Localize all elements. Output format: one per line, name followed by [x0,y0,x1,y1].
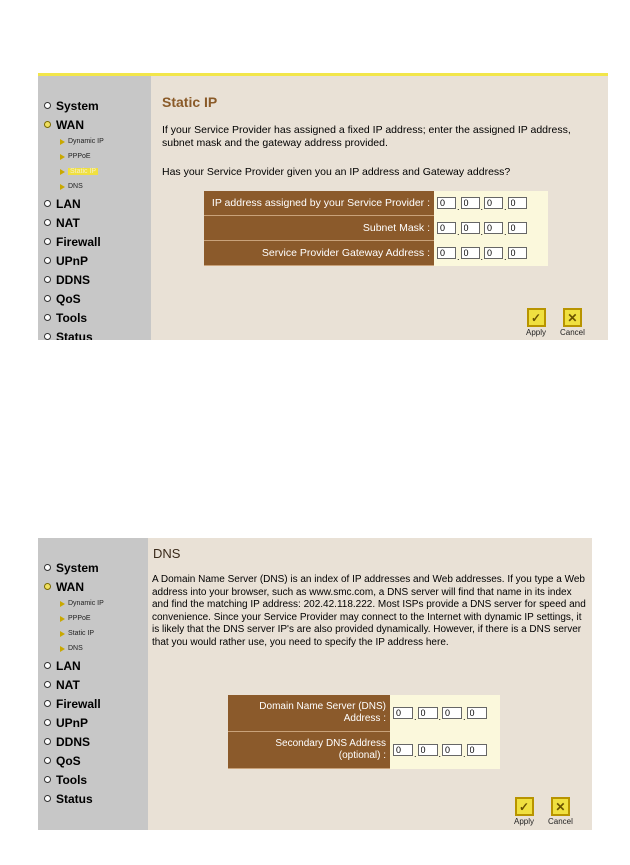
close-icon: ✕ [563,308,582,327]
sidebar-nav [44,558,104,808]
ip-octet-4-input[interactable] [508,197,527,209]
radio-bullet-icon [44,121,51,128]
sidebar-item-label: QoS [56,753,81,768]
sidebar-item-label: System [56,98,99,113]
sidebar-item-label: Status [56,329,93,340]
arrow-right-icon [60,169,65,175]
radio-bullet-icon [44,200,51,207]
radio-bullet-icon [44,757,51,764]
sidebar-item-upnp[interactable] [44,251,104,270]
gateway-label: Service Provider Gateway Address : [204,241,434,266]
sidebar-item-status[interactable] [44,789,104,808]
dns2-octet-4-input[interactable] [467,744,487,756]
radio-bullet-icon [44,276,51,283]
arrow-right-icon [60,139,65,145]
sidebar-item-lan[interactable] [44,656,104,675]
ip-settings-table [204,191,548,266]
question-text: Has your Service Provider given you an IP address and Gateway address? [162,166,511,178]
dns-settings-table [228,695,500,769]
secondary-dns-label-line1: Secondary DNS Address [275,738,386,749]
sidebar-item-label: Firewall [56,696,101,711]
arrow-right-icon [60,154,65,160]
ip-address-label: IP address assigned by your Service Provider : [204,191,434,216]
sidebar-item-label: Tools [56,772,88,787]
sidebar-item-lan[interactable] [44,194,104,213]
dns1-octet-2-input[interactable] [418,707,438,719]
radio-bullet-icon [44,295,51,302]
sidebar-item-qos[interactable] [44,751,104,770]
sidebar-item-label: System [56,560,99,575]
radio-bullet-icon [44,719,51,726]
arrow-right-icon [60,184,65,190]
page-title: DNS [153,546,181,561]
radio-bullet-icon [44,102,51,109]
checkmark-icon: ✓ [527,308,546,327]
sidebar-item-wan[interactable] [44,115,104,134]
sidebar-item-firewall[interactable] [44,694,104,713]
sidebar-item-ddns[interactable] [44,732,104,751]
sidebar [38,76,151,340]
sidebar [38,538,148,830]
primary-dns-fields: 0 .0 .0 .0 [390,695,500,732]
ip-octet-3-input[interactable] [484,197,503,209]
cancel-button[interactable] [560,308,585,337]
wan-subnav [44,134,104,194]
radio-bullet-icon [44,583,51,590]
ip-octet-1-input[interactable] [437,197,456,209]
radio-bullet-icon [44,333,51,340]
sidebar-item-label: WAN [56,117,84,132]
sidebar-item-firewall[interactable] [44,232,104,251]
page-title: Static IP [162,94,218,110]
sidebar-item-label: QoS [56,291,81,306]
sidebar-item-nat[interactable] [44,675,104,694]
apply-button[interactable] [514,797,534,826]
radio-bullet-icon [44,238,51,245]
wan-subnav [44,596,104,656]
ip-octet-2-input[interactable] [461,197,480,209]
sidebar-item-status[interactable] [44,327,104,340]
radio-bullet-icon [44,662,51,669]
content-area [151,76,608,340]
sidebar-item-wan[interactable] [44,577,104,596]
apply-label: Apply [514,817,535,826]
gateway-octet-2-input[interactable] [461,247,480,259]
sidebar-item-label: LAN [56,196,81,211]
sidebar-item-tools[interactable] [44,308,104,327]
arrow-right-icon [60,601,65,607]
subnet-octet-1-input[interactable] [437,222,456,234]
sidebar-item-system[interactable] [44,558,104,577]
arrow-right-icon [60,616,65,622]
sidebar-subitem-dynamic-ip[interactable]: Dynamic IP [44,134,104,149]
table-row [228,695,500,732]
sidebar-item-qos[interactable] [44,289,104,308]
table-row [204,191,548,216]
sidebar-subitem-dynamic-ip[interactable]: Dynamic IP [44,596,104,611]
gateway-octet-1-input[interactable] [437,247,456,259]
subnet-mask-fields: 0 .0 .0 .0 [434,216,548,241]
radio-bullet-icon [44,700,51,707]
close-icon: ✕ [551,797,570,816]
intro-text: A Domain Name Server (DNS) is an index of IP addresses and Web addresses. If you type a Web address into your browser, such as www.smc.com, a DNS server will find that name in its index and find the matching IP address: 202.42.118.222. Most ISPs provide a DNS server for speed and convenience. Since your Service Provider may connect to the Internet with dynamic IP settings, it is likely that the DNS server IP's are also provided dynamically. However, if there is a DNS server that you would rather use, you need to specify the IP address here. [152,574,586,648]
content-area [148,538,592,830]
table-row [204,241,548,266]
arrow-right-icon [60,646,65,652]
dns2-octet-1-input[interactable] [393,744,413,756]
static-ip-panel [38,73,608,340]
primary-dns-label [228,695,390,732]
checkmark-icon: ✓ [515,797,534,816]
radio-bullet-icon [44,257,51,264]
gateway-octet-3-input[interactable] [484,247,503,259]
sidebar-item-upnp[interactable] [44,713,104,732]
radio-bullet-icon [44,219,51,226]
sidebar-item-label: DDNS [56,272,91,287]
sidebar-subitem-pppoe[interactable]: PPPoE [44,149,104,164]
sidebar-item-label: NAT [56,677,80,692]
radio-bullet-icon [44,795,51,802]
radio-bullet-icon [44,564,51,571]
radio-bullet-icon [44,314,51,321]
sidebar-subitem-dns[interactable]: DNS [44,641,104,656]
dns1-octet-1-input[interactable] [393,707,413,719]
sidebar-item-label: LAN [56,658,81,673]
table-row [204,216,548,241]
primary-dns-label-line2: Address : [343,713,386,724]
sidebar-item-ddns[interactable] [44,270,104,289]
primary-dns-label-line1: Domain Name Server (DNS) [259,701,386,712]
sidebar-subitem-pppoe[interactable]: PPPoE [44,611,104,626]
sidebar-nav [44,96,104,340]
sidebar-item-label: Firewall [56,234,101,249]
gateway-octet-4-input[interactable] [508,247,527,259]
dns-panel [38,538,592,830]
dns1-octet-3-input[interactable] [442,707,462,719]
sidebar-subitem-static-ip[interactable]: Static IP [44,164,104,179]
arrow-right-icon [60,631,65,637]
ip-address-fields: 0 .0 .0 .0 [434,191,548,216]
sidebar-item-label: Tools [56,310,88,325]
apply-label: Apply [526,328,547,337]
sidebar-item-tools[interactable] [44,770,104,789]
subnet-octet-4-input[interactable] [508,222,527,234]
secondary-dns-fields: 0 .0 .0 .0 [390,732,500,769]
sidebar-subitem-dns[interactable]: DNS [44,179,104,194]
intro-text: If your Service Provider has assigned a fixed IP address; enter the assigned IP address, subnet mask and the gateway address provided. [162,124,571,149]
sidebar-item-label: WAN [56,579,84,594]
sidebar-item-label: UPnP [56,715,89,730]
radio-bullet-icon [44,738,51,745]
sidebar-item-system[interactable] [44,96,104,115]
subnet-octet-2-input[interactable] [461,222,480,234]
sidebar-subitem-static-ip[interactable]: Static IP [44,626,104,641]
sidebar-item-nat[interactable] [44,213,104,232]
table-row [228,732,500,769]
secondary-dns-label [228,732,390,769]
sidebar-item-label: Status [56,791,93,806]
dns2-octet-3-input[interactable] [442,744,462,756]
radio-bullet-icon [44,776,51,783]
cancel-label: Cancel [548,817,573,826]
radio-bullet-icon [44,681,51,688]
subnet-octet-3-input[interactable] [484,222,503,234]
secondary-dns-label-line2: (optional) : [338,750,386,761]
sidebar-item-label: DDNS [56,734,91,749]
gateway-fields: 0 .0 .0 .0 [434,241,548,266]
cancel-label: Cancel [560,328,585,337]
sidebar-item-label: NAT [56,215,80,230]
dns2-octet-2-input[interactable] [418,744,438,756]
dns1-octet-4-input[interactable] [467,707,487,719]
subnet-mask-label: Subnet Mask : [204,216,434,241]
sidebar-item-label: UPnP [56,253,89,268]
apply-button[interactable] [526,308,546,337]
cancel-button[interactable] [548,797,573,826]
